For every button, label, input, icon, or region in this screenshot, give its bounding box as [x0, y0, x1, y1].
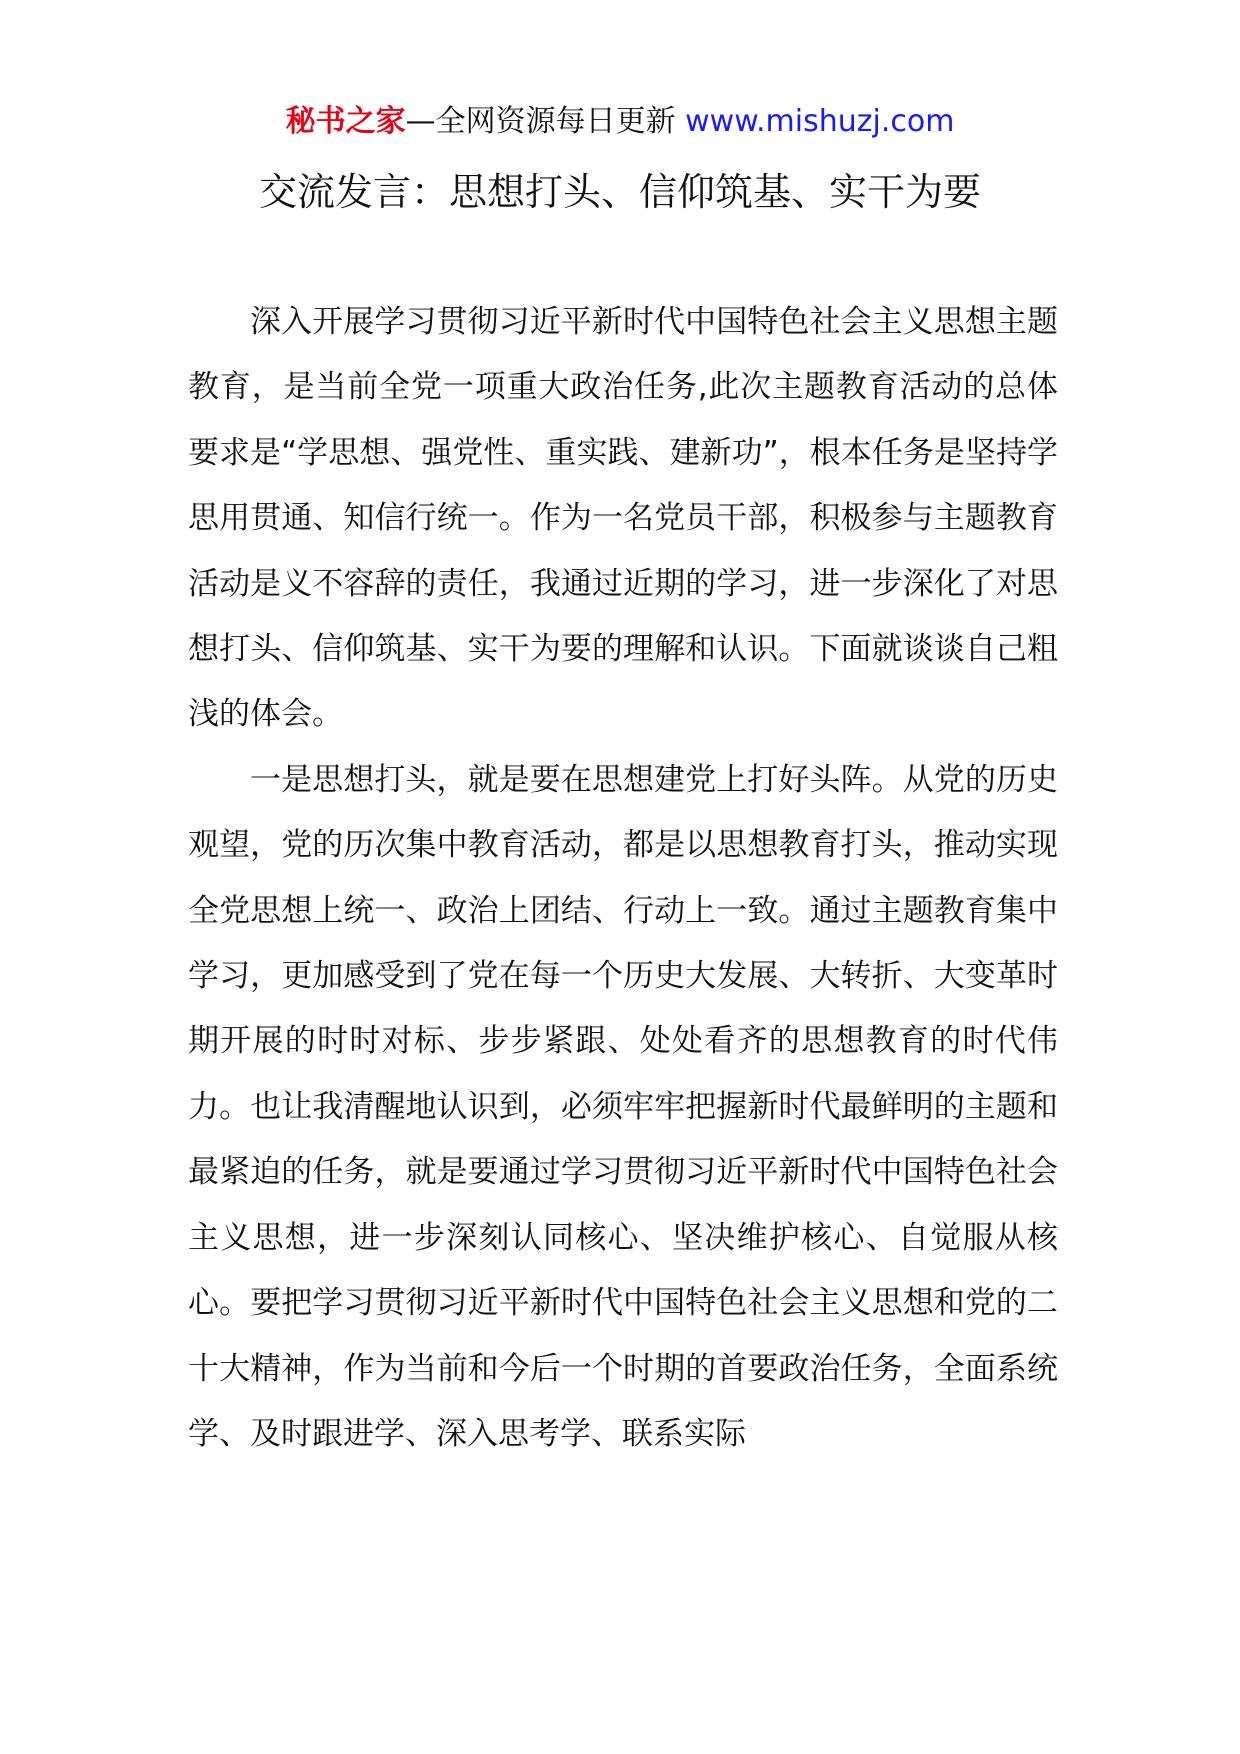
- paragraph-intro: 深入开展学习贯彻习近平新时代中国特色社会主义思想主题教育，是当前全党一项重大政治任务,此次主题教育活动的总体要求是“学思想、强党性、重实践、建新功”，根本任务是坚持学思用贯通、知信行统一。作为一名党员干部，积极参与主题教育活动是义不容辞的责任，我通过近期的学习，进一步深化了对思想打头、信仰筑基、实干为要的理解和认识。下面就谈谈自己粗浅的体会。: [188, 304, 1058, 733]
- document-body: [188, 290, 1058, 1467]
- header-tagline: —全网资源每日更新: [405, 104, 676, 139]
- site-url-link[interactable]: www.mishuzj.com: [685, 104, 955, 139]
- site-header: [0, 102, 1240, 142]
- paragraph-point-one: 一是思想打头，就是要在思想建党上打好头阵。从党的历史观望，党的历次集中教育活动，都是以思想教育打头，推动实现全党思想上统一、政治上团结、行动上一致。通过主题教育集中学习，更加感受到了党在每一个历史大发展、大转折、大变革时期开展的时时对标、步步紧跟、处处看齐的思想教育的时代伟力。也让我清醒地认识到，必须牢牢把握新时代最鲜明的主题和最紧迫的任务，就是要通过学习贯彻习近平新时代中国特色社会主义思想，进一步深刻认同核心、坚决维护核心、自觉服从核心。要把学习贯彻习近平新时代中国特色社会主义思想和党的二十大精神，作为当前和今后一个时期的首要政治任务，全面系统学、及时跟进学、深入思考学、联系实际: [188, 761, 1058, 1452]
- brand-name: 秘书之家: [285, 104, 406, 139]
- document-title: 交流发言：思想打头、信仰筑基、实干为要: [258, 170, 981, 214]
